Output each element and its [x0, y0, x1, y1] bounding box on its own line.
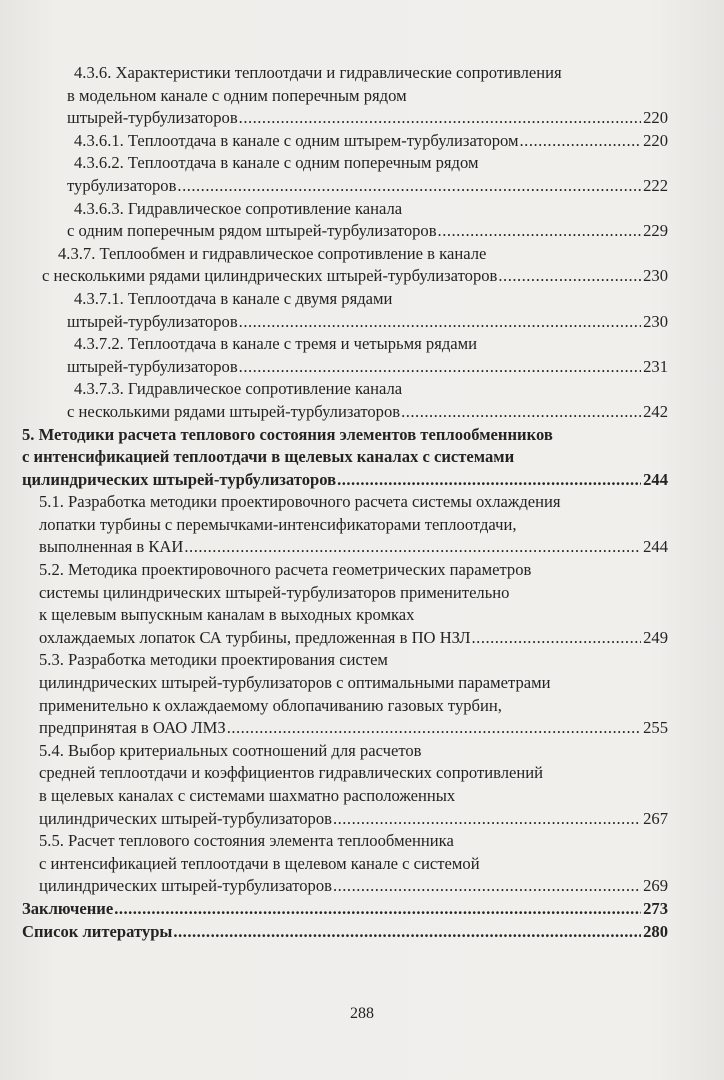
toc-entry-line: в щелевых каналах с системами шахматно расположенных — [39, 786, 456, 805]
toc-entry-line: с несколькими рядами штырей-турбулизаторов — [67, 401, 401, 421]
toc-entry-line: Список литературы — [22, 921, 173, 941]
dot-leader — [114, 898, 641, 921]
toc-entry-line: с одним поперечным рядом штырей-турбулизаторов — [67, 221, 437, 241]
toc-entry — [0, 198, 668, 243]
toc-entry — [0, 62, 668, 130]
toc-entry-line: 4.3.6.2. Теплоотдача в канале с одним поперечным рядом — [74, 153, 479, 173]
toc-entry-line: 5.4. Выбор критериальных соотношений для расчетов — [39, 740, 422, 760]
toc-entry — [0, 243, 668, 288]
toc-entry-line: с интенсификацией теплоотдачи в щелевом канале с системой — [39, 853, 480, 873]
toc-entry-line: с интенсификацией теплоотдачи в щелевых каналах с системами — [22, 447, 515, 467]
toc-page-ref: 222 — [643, 175, 668, 195]
toc-entry-line: цилиндрических штырей-турбулизаторов — [39, 876, 332, 896]
toc-entry — [0, 378, 668, 423]
toc-entry-line: системы цилиндрических штырей-турбулизаторов применительно — [39, 582, 510, 602]
toc-page-ref: 229 — [643, 221, 668, 241]
toc-entry-line: Заключение — [22, 898, 114, 918]
toc-entry-line: цилиндрических штырей-турбулизаторов с оптимальными параметрами — [39, 673, 551, 693]
toc-page-ref: 280 — [643, 921, 668, 941]
page-number: 288 — [350, 1005, 374, 1022]
toc-entry — [0, 130, 668, 153]
dot-leader — [184, 536, 641, 559]
dot-leader — [498, 265, 641, 288]
toc-page-ref: 244 — [643, 469, 668, 489]
dot-leader — [239, 356, 641, 379]
toc-entry — [0, 921, 668, 944]
toc-page-ref: 231 — [643, 356, 668, 376]
dot-leader — [337, 469, 641, 492]
dot-leader — [472, 627, 641, 650]
toc-entry-line: 4.3.7.3. Гидравлическое сопротивление канала — [74, 379, 403, 399]
toc-entry-line: 4.3.7.2. Теплоотдача в канале с тремя и четырьмя рядами — [74, 334, 478, 354]
toc-entry-line: предпринятая в ОАО ЛМЗ — [39, 718, 226, 738]
toc-entry-line: 5.2. Методика проектировочного расчета геометрических параметров — [39, 560, 532, 580]
toc-entry-line: 4.3.6.3. Гидравлическое сопротивление канала — [74, 198, 403, 218]
dot-leader — [333, 808, 641, 831]
toc-page-ref: 220 — [643, 130, 668, 150]
dot-leader — [333, 875, 641, 898]
dot-leader — [239, 107, 641, 130]
toc-entry-line: 4.3.7. Теплообмен и гидравлическое сопротивление в канале — [58, 243, 487, 263]
toc-entry — [0, 898, 668, 921]
toc-entry-line: к щелевым выпускным каналам в выходных кромках — [39, 605, 415, 625]
toc-entry-line: с несколькими рядами цилиндрических штырей-турбулизаторов — [42, 266, 498, 286]
toc-entry-line: цилиндрических штырей-турбулизаторов — [22, 469, 337, 489]
toc-entry — [0, 559, 668, 649]
toc-entry — [0, 740, 668, 830]
toc-page-ref: 273 — [643, 898, 668, 918]
toc-page-ref: 242 — [643, 401, 668, 421]
toc-entry-line: 4.3.6. Характеристики теплоотдачи и гидравлические сопротивления — [74, 63, 562, 82]
toc-entry-line: в модельном канале с одним поперечным рядом — [67, 85, 407, 105]
table-of-contents — [0, 62, 724, 943]
toc-page-ref: 244 — [643, 537, 668, 557]
toc-entry — [0, 333, 668, 378]
toc-entry-line: штырей-турбулизаторов — [67, 356, 238, 376]
dot-leader — [239, 311, 641, 334]
toc-entry — [0, 830, 668, 898]
toc-page-ref: 267 — [643, 808, 668, 828]
toc-page-ref: 220 — [643, 108, 668, 128]
toc-entry-line: 5. Методики расчета теплового состояния элементов теплообменников — [22, 424, 553, 444]
toc-entry-line: штырей-турбулизаторов — [67, 108, 238, 128]
toc-entry-line: 4.3.7.1. Теплоотдача в канале с двумя рядами — [74, 288, 393, 308]
toc-page-ref: 249 — [643, 627, 668, 647]
toc-page-ref: 230 — [643, 311, 668, 331]
toc-entry-line: выполненная в КАИ — [39, 537, 184, 557]
dot-leader — [401, 401, 641, 424]
toc-entry-line: лопатки турбины с перемычками-интенсификаторами теплоотдачи, — [39, 514, 517, 534]
dot-leader — [177, 175, 641, 198]
toc-entry-line: турбулизаторов — [67, 175, 177, 195]
dot-leader — [173, 921, 641, 944]
toc-entry — [0, 649, 668, 739]
toc-entry — [0, 152, 668, 197]
toc-entry — [0, 424, 668, 492]
toc-entry-line: 5.1. Разработка методики проектировочного расчета системы охлаждения — [39, 492, 561, 512]
toc-entry-line: применительно к охлаждаемому облопачиванию газовых турбин, — [39, 695, 502, 715]
toc-entry-line: средней теплоотдачи и коэффициентов гидравлических сопротивлений — [39, 763, 544, 783]
toc-entry-line: 4.3.6.1. Теплоотдача в канале с одним штырем-турбулизатором — [74, 130, 519, 150]
dot-leader — [438, 220, 641, 243]
toc-entry-line: штырей-турбулизаторов — [67, 311, 238, 331]
toc-entry-line: 5.3. Разработка методики проектирования систем — [39, 650, 388, 670]
toc-page-ref: 269 — [643, 876, 668, 896]
toc-entry — [0, 288, 668, 333]
toc-entry-line: цилиндрических штырей-турбулизаторов — [39, 808, 332, 828]
toc-entry-line: 5.5. Расчет теплового состояния элемента теплообменника — [39, 831, 454, 851]
toc-page-ref: 230 — [643, 266, 668, 286]
dot-leader — [520, 130, 641, 153]
toc-entry — [0, 491, 668, 559]
toc-entry-line: охлаждаемых лопаток СА турбины, предложенная в ПО НЗЛ — [39, 627, 471, 647]
toc-page-ref: 255 — [643, 718, 668, 738]
dot-leader — [227, 717, 641, 740]
